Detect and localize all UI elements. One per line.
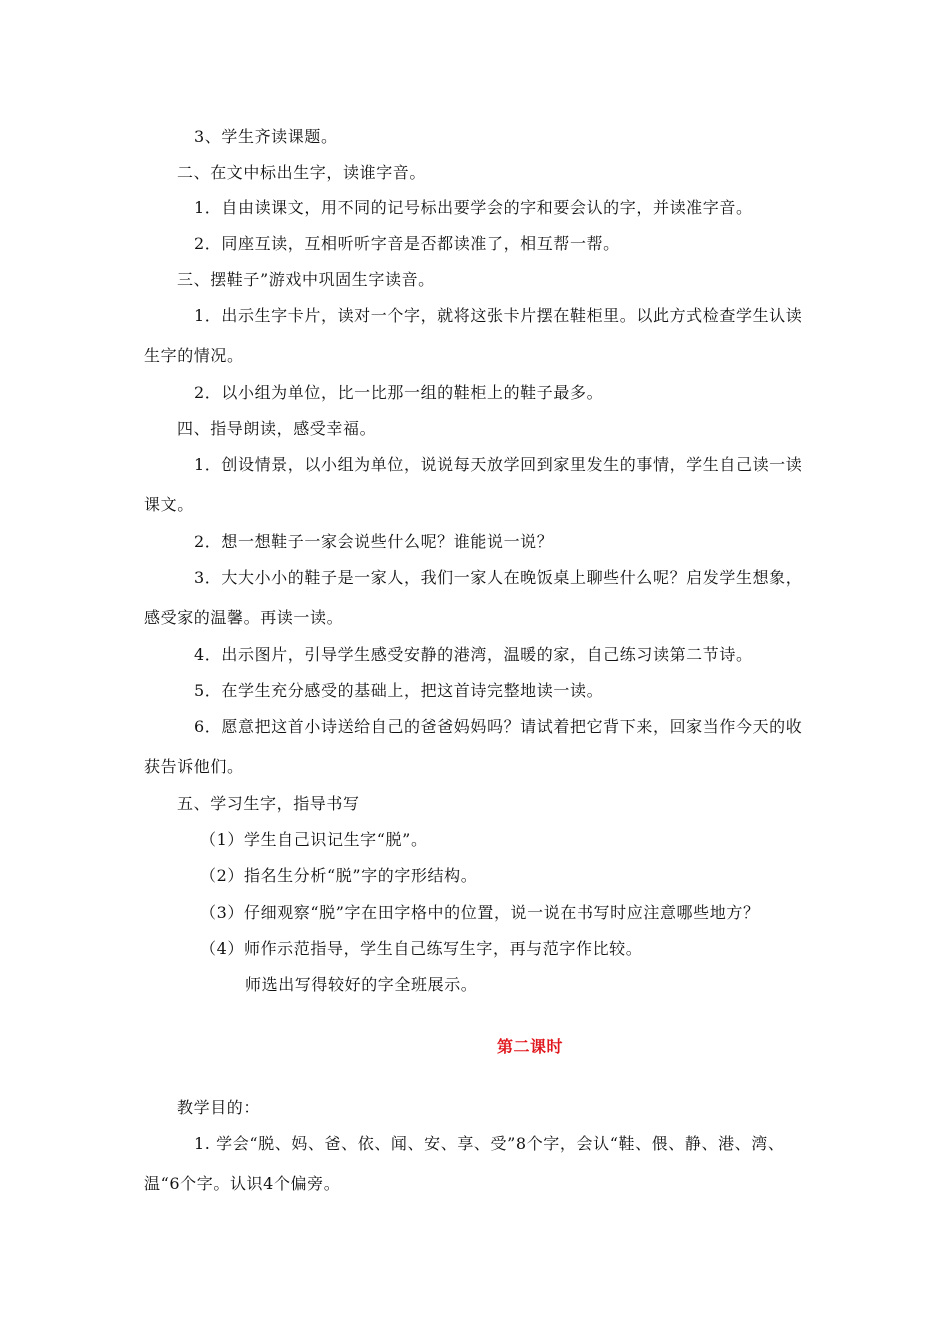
goal-line: 1. 学会“脱、妈、爸、依、闻、安、享、受”8个字，会认“鞋、偎、静、港、湾、: [194, 1134, 785, 1153]
text-line: 4．出示图片，引导学生感受安静的港湾，温暖的家，自己练习读第二节诗。: [194, 645, 753, 664]
section-heading-2: 二、在文中标出生字，读谁字音。: [177, 163, 427, 182]
text-line: 2．想一想鞋子一家会说些什么呢？谁能说一说？: [194, 532, 554, 551]
text-line: 感受家的温馨。再读一读。: [144, 608, 344, 627]
text-line: 师选出写得较好的字全班展示。: [245, 975, 478, 994]
text-line: 6．愿意把这首小诗送给自己的爸爸妈妈吗？请试着把它背下来，回家当作今天的收: [194, 717, 803, 736]
text-line: 1．出示生字卡片，读对一个字，就将这张卡片摆在鞋柜里。以此方式检查学生认读: [194, 306, 803, 325]
goal-line: 温“6个字。认识4个偏旁。: [144, 1174, 341, 1193]
lesson-heading: 第二课时: [497, 1037, 564, 1056]
text-line: 获告诉他们。: [144, 757, 244, 776]
text-line: 2．同座互读，互相听听字音是否都读准了，相互帮一帮。: [194, 234, 620, 253]
text-line: 2．以小组为单位，比一比那一组的鞋柜上的鞋子最多。: [194, 383, 604, 402]
section-heading-4: 四、指导朗读，感受幸福。: [177, 419, 377, 438]
section-heading-5: 五、学习生字，指导书写: [177, 794, 360, 813]
text-line: 5．在学生充分感受的基础上，把这首诗完整地读一读。: [194, 681, 604, 700]
text-line: 3．大大小小的鞋子是一家人，我们一家人在晚饭桌上聊些什么呢？启发学生想象，: [194, 568, 803, 587]
text-line: 生字的情况。: [144, 346, 244, 365]
text-line: 1．创设情景，以小组为单位，说说每天放学回到家里发生的事情，学生自己读一读: [194, 455, 803, 474]
text-line: （4）师作示范指导，学生自己练写生字，再与范字作比较。: [200, 939, 643, 958]
text-line: （3）仔细观察“脱”字在田字格中的位置，说一说在书写时应注意哪些地方？: [200, 903, 760, 922]
text-line: 课文。: [144, 495, 194, 514]
text-line: 3、学生齐读课题。: [194, 127, 338, 146]
text-line: 1．自由读课文，用不同的记号标出要学会的字和要会认的字，并读准字音。: [194, 198, 753, 217]
text-line: （1）学生自己识记生字“脱”。: [200, 830, 428, 849]
section-heading-3: 三、摆鞋子”游戏中巩固生字读音。: [177, 270, 435, 289]
goals-label: 教学目的：: [177, 1098, 261, 1117]
text-line: （2）指名生分析“脱”字的字形结构。: [200, 866, 478, 885]
